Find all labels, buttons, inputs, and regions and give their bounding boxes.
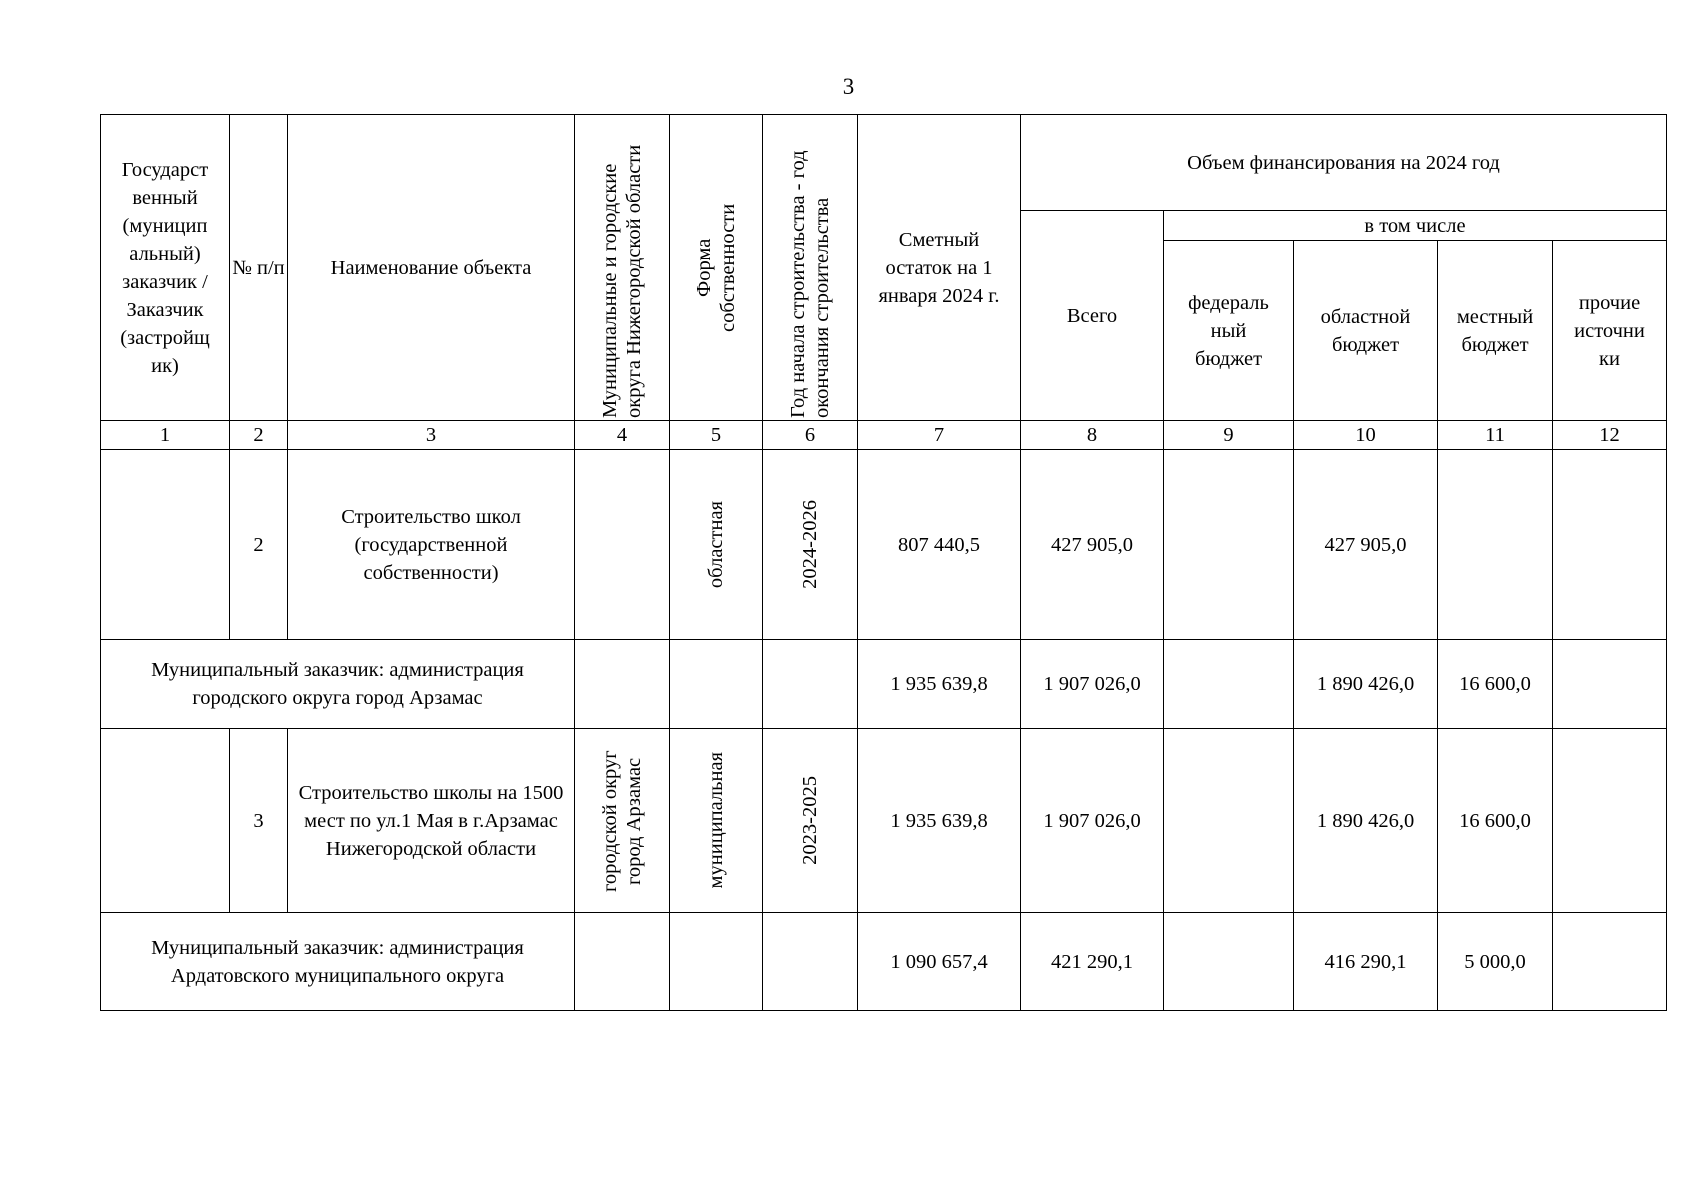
header-balance: Сметный остаток на 1 января 2024 г.	[858, 115, 1021, 421]
column-number: 2	[230, 421, 288, 450]
header-regional: областной бюджет	[1294, 241, 1438, 421]
cell-other	[1553, 450, 1667, 640]
column-number: 12	[1553, 421, 1667, 450]
cell-district-text: городской округ город Арзамас	[599, 749, 645, 892]
cell-years	[763, 729, 858, 913]
header-financing: Объем финансирования на 2024 год	[1021, 115, 1667, 211]
cell-years-text: 2024-2026	[799, 500, 821, 589]
header-district-text: Муниципальные и городские округа Нижегородской области	[599, 144, 645, 418]
cell-district	[575, 640, 670, 729]
cell-total: 427 905,0	[1021, 450, 1164, 640]
cell-balance: 807 440,5	[858, 450, 1021, 640]
table-row	[101, 640, 1667, 729]
cell-regional: 1 890 426,0	[1294, 729, 1438, 913]
header-years	[763, 115, 858, 421]
cell-district	[575, 450, 670, 640]
cell-ownership	[670, 450, 763, 640]
column-number: 1	[101, 421, 230, 450]
cell-years-text: 2023-2025	[799, 776, 821, 865]
cell-years	[763, 450, 858, 640]
header-district	[575, 115, 670, 421]
column-number: 3	[288, 421, 575, 450]
header-row-1	[101, 115, 1667, 211]
cell-customer	[101, 729, 230, 913]
cell-other	[1553, 640, 1667, 729]
cell-other	[1553, 729, 1667, 913]
cell-balance: 1 090 657,4	[858, 913, 1021, 1011]
header-other: прочие источни ки	[1553, 241, 1667, 421]
cell-district	[575, 913, 670, 1011]
header-including: в том числе	[1164, 211, 1667, 241]
cell-ownership	[670, 913, 763, 1011]
cell-ownership	[670, 729, 763, 913]
cell-total: 421 290,1	[1021, 913, 1164, 1011]
cell-local: 16 600,0	[1438, 640, 1553, 729]
table-row	[101, 729, 1667, 913]
header-customer: Государст венный (муницип альный) заказчик / Заказчик (застройщ ик)	[101, 115, 230, 421]
cell-customer-label: Муниципальный заказчик: администрация городского округа город Арзамас	[101, 640, 575, 729]
column-number: 11	[1438, 421, 1553, 450]
header-num: № п/п	[230, 115, 288, 421]
cell-local: 5 000,0	[1438, 913, 1553, 1011]
header-total: Всего	[1021, 211, 1164, 421]
cell-ownership-text: муниципальная	[705, 752, 727, 889]
cell-federal	[1164, 640, 1294, 729]
cell-regional: 1 890 426,0	[1294, 640, 1438, 729]
header-years-text: Год начала строительства - год окончания строительства	[787, 149, 833, 418]
column-number: 6	[763, 421, 858, 450]
header-ownership-text: Форма собственности	[693, 203, 739, 332]
cell-ownership-text: областная	[705, 500, 727, 589]
cell-federal	[1164, 729, 1294, 913]
column-number: 7	[858, 421, 1021, 450]
cell-total: 1 907 026,0	[1021, 729, 1164, 913]
column-number: 9	[1164, 421, 1294, 450]
column-number: 5	[670, 421, 763, 450]
cell-total: 1 907 026,0	[1021, 640, 1164, 729]
cell-other	[1553, 913, 1667, 1011]
cell-local: 16 600,0	[1438, 729, 1553, 913]
header-ownership	[670, 115, 763, 421]
cell-customer-label: Муниципальный заказчик: администрация Ардатовского муниципального округа	[101, 913, 575, 1011]
table-row	[101, 913, 1667, 1011]
cell-regional: 416 290,1	[1294, 913, 1438, 1011]
cell-num: 2	[230, 450, 288, 640]
cell-object-name: Строительство школ (государственной собственности)	[288, 450, 575, 640]
cell-num: 3	[230, 729, 288, 913]
cell-customer	[101, 450, 230, 640]
cell-object-name: Строительство школы на 1500 мест по ул.1 Мая в г.Арзамас Нижегородской области	[288, 729, 575, 913]
column-number: 8	[1021, 421, 1164, 450]
cell-years	[763, 640, 858, 729]
cell-regional: 427 905,0	[1294, 450, 1438, 640]
cell-balance: 1 935 639,8	[858, 640, 1021, 729]
column-number: 10	[1294, 421, 1438, 450]
cell-federal	[1164, 913, 1294, 1011]
header-local: местный бюджет	[1438, 241, 1553, 421]
cell-district	[575, 729, 670, 913]
financing-table	[100, 114, 1667, 1011]
header-federal: федераль ный бюджет	[1164, 241, 1294, 421]
header-name: Наименование объекта	[288, 115, 575, 421]
column-number-row	[101, 421, 1667, 450]
cell-years	[763, 913, 858, 1011]
cell-federal	[1164, 450, 1294, 640]
table-row	[101, 450, 1667, 640]
page-number: 3	[842, 74, 855, 99]
column-number: 4	[575, 421, 670, 450]
cell-ownership	[670, 640, 763, 729]
cell-balance: 1 935 639,8	[858, 729, 1021, 913]
cell-local	[1438, 450, 1553, 640]
